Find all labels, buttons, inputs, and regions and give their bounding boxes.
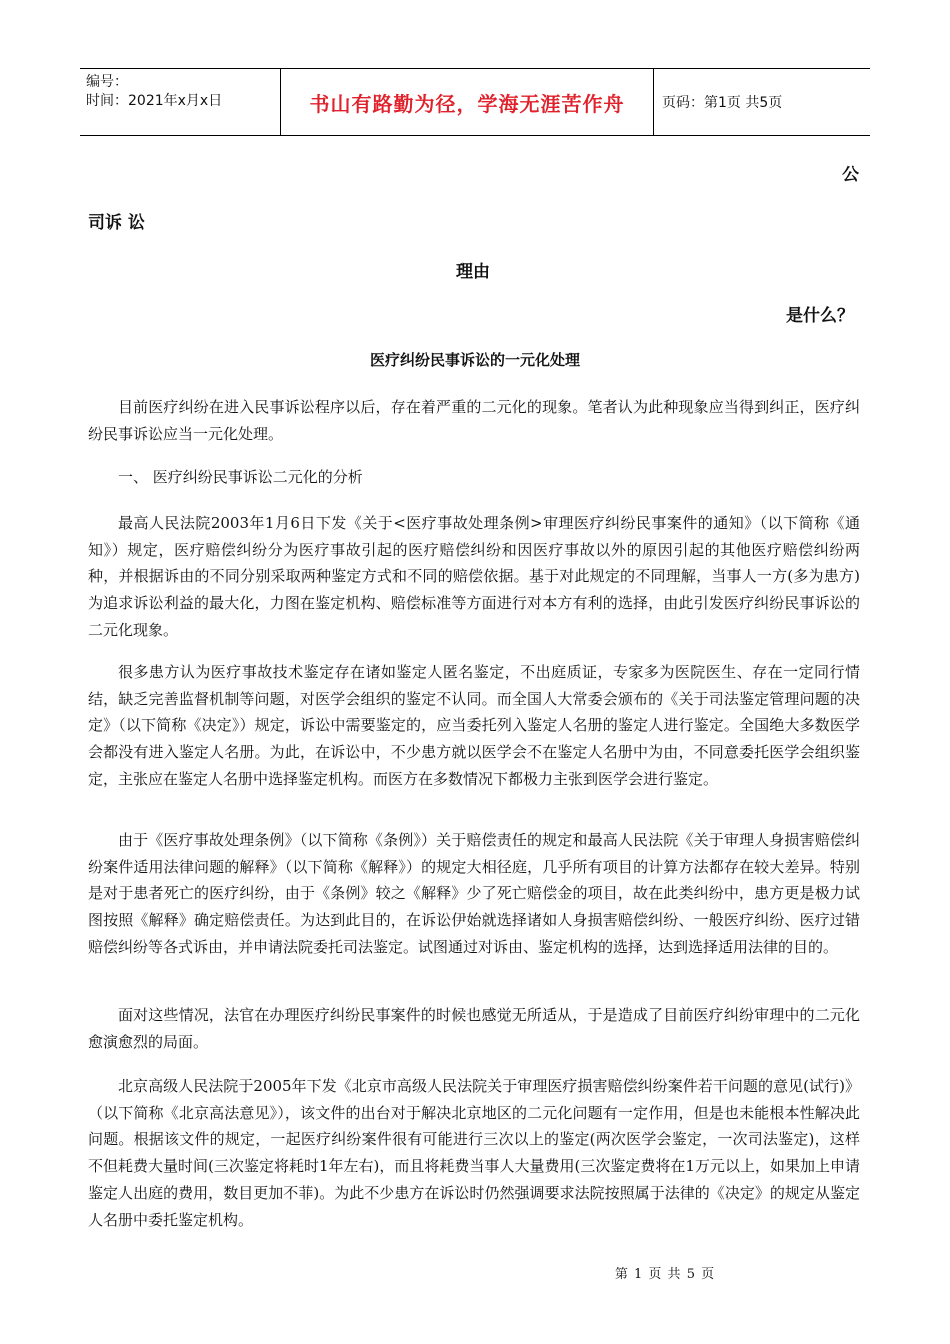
document-title: 医疗纠纷民事诉讼的一元化处理 bbox=[369, 351, 580, 369]
paragraph-beijing: 北京高级人民法院于2005年下发《北京市高级人民法院关于审理医疗损害赔偿纠纷案件若干问题的意见(试行)》（以下简称《北京高法意见》），该文件的出台对于解决北京地区的二元化问题有一定作用，但是也未能根本性解决此问题。根据该文件的规定，一起医疗纠纷案件很有可能进行三次以上的鉴定(两次医学会鉴定，一次司法鉴定)，这样不但耗费大量时间(三次鉴定将耗时1年左右)，而且将耗费当事人大量费用(三次鉴定费将在1万元以上，如果加上申请鉴定人出庭的费用，数目更加不菲)。为此不少患方在诉讼时仍然强调要求法院按照属于法律的《决定》的规定从鉴定人名册中委托鉴定机构。 bbox=[88, 1077, 860, 1229]
page-header bbox=[80, 68, 870, 136]
paragraph-appraisal: 很多患方认为医疗事故技术鉴定存在诸如鉴定人匿名鉴定，不出庭质证，专家多为医院医生、存在一定同行情结，缺乏完善监督机制等问题，对医学会组织的鉴定不认同。而全国人大常委会颁布的《关于司法鉴定管理问题的决定》（以下简称《决定》）规定，诉讼中需要鉴定的，应当委托列入鉴定人名册的鉴定人进行鉴定。全国绝大多数医学会都没有进入鉴定人名册。为此，在诉讼中，不少患方就以医学会不在鉴定人名册中为由，不同意委托医学会组织鉴定，主张应在鉴定人名册中选择鉴定机构。而医方在多数情况下都极力主张到医学会进行鉴定。 bbox=[88, 663, 860, 788]
header-page-info: 页码：第1页 共5页 bbox=[662, 95, 783, 111]
document-time: 时间：2021年x月x日 bbox=[86, 93, 223, 109]
title-word-1: 公 bbox=[842, 165, 859, 185]
header-meta bbox=[80, 69, 280, 135]
title-word-4: 是什么？ bbox=[786, 306, 854, 326]
paragraph-notice: 最高人民法院2003年1月6日下发《关于<医疗事故处理条例>审理医疗纠纷民事案件的通知》（以下简称《通知》）规定，医疗赔偿纠纷分为医疗事故引起的医疗赔偿纠纷和因医疗事故以外的原因引起的其他医疗赔偿纠纷两种，并根据诉由的不同分别采取两种鉴定方式和不同的赔偿依据。基于对此规定的不同理解，当事人一方(多为患方)为追求诉讼利益的最大化，力图在鉴定机构、赔偿标准等方面进行对本方有利的选择，由此引发医疗纠纷民事诉讼的二元化现象。 bbox=[88, 514, 860, 639]
title-word-2: 司诉 讼 bbox=[88, 213, 145, 233]
document-number-label: 编号： bbox=[86, 74, 128, 90]
paragraph-intro: 目前医疗纠纷在进入民事诉讼程序以后，存在着严重的二元化的现象。笔者认为此种现象应当得到纠正，医疗纠纷民事诉讼应当一元化处理。 bbox=[88, 398, 860, 443]
page-footer: 第 1 页 共 5 页 bbox=[614, 1267, 716, 1282]
paragraph-regulations: 由于《医疗事故处理条例》（以下简称《条例》）关于赔偿责任的规定和最高人民法院《关于审理人身损害赔偿纠纷案件适用法律问题的解释》（以下简称《解释》）的规定大相径庭，几乎所有项目的计算方法都存在较大差异。特别是对于患者死亡的医疗纠纷，由于《条例》较之《解释》少了死亡赔偿金的项目，故在此类纠纷中，患方更是极力试图按照《解释》确定赔偿责任。为达到此目的，在诉讼伊始就选择诸如人身损害赔偿纠纷、一般医疗纠纷、医疗过错赔偿纠纷等各式诉由，并申请法院委托司法鉴定。试图通过对诉由、鉴定机构的选择，达到选择适用法律的目的。 bbox=[88, 831, 860, 956]
title-word-3: 理由 bbox=[456, 262, 490, 282]
paragraph-judges: 面对这些情况，法官在办理医疗纠纷民事案件的时候也感觉无所适从，于是造成了目前医疗纠纷审理中的二元化愈演愈烈的局面。 bbox=[88, 1006, 860, 1051]
section-heading-1: 一、 医疗纠纷民事诉讼二元化的分析 bbox=[118, 468, 363, 486]
header-slogan: 书山有路勤为径，学海无涯苦作舟 bbox=[280, 69, 654, 135]
